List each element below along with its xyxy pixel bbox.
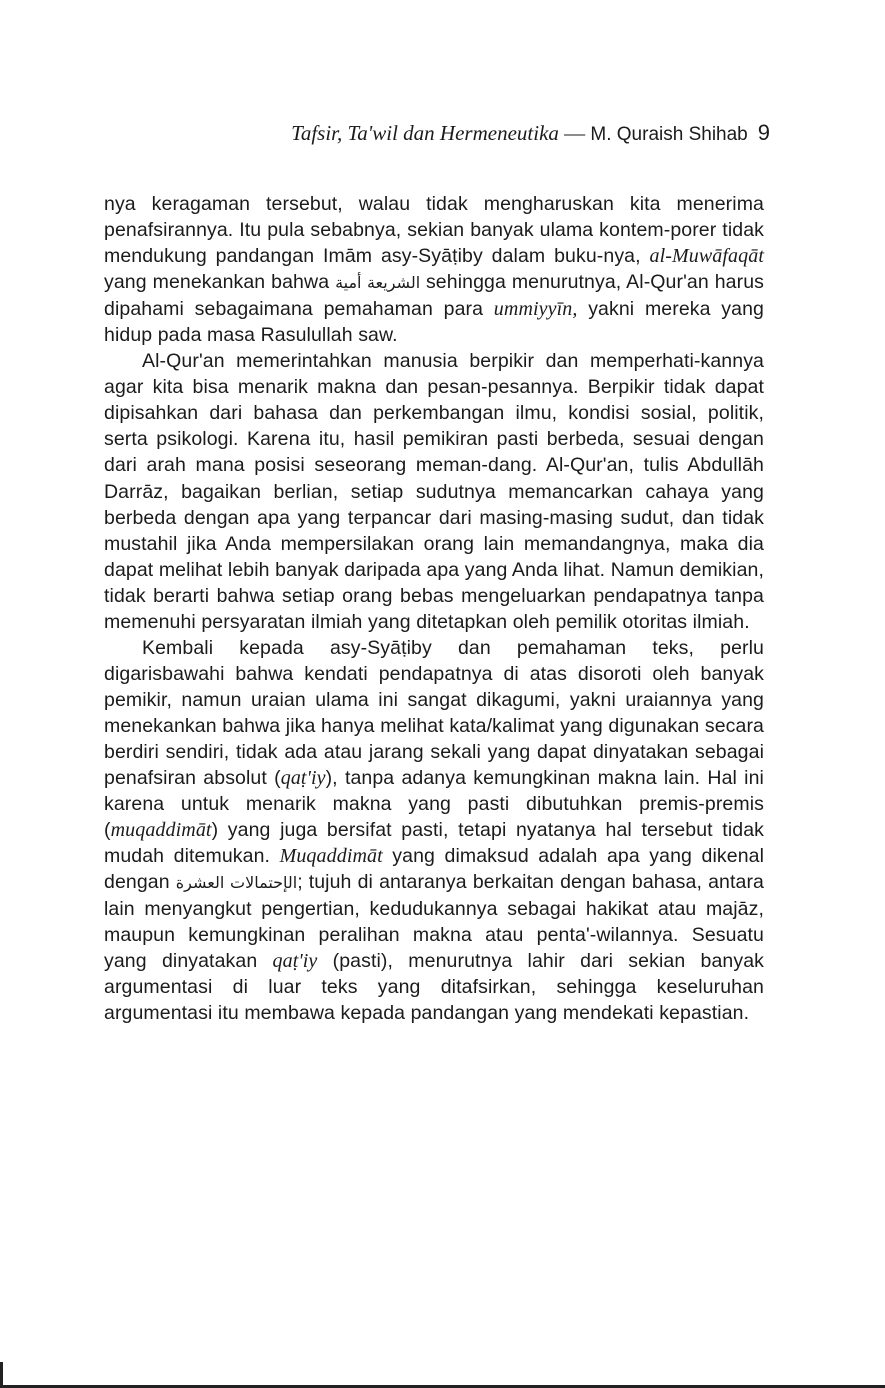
text-run: nya keragaman tersebut, walau tidak mengharuskan kita menerima penafsirannya. Itu pula sebabnya, sekian banyak ulama kontem-porer tidak mendukung pandangan Imām asy-Syāṭiby dalam buku-nya, xyxy=(104,193,764,268)
text-run: yang menekankan bahwa xyxy=(104,271,336,294)
paragraph-3 xyxy=(104,635,764,1027)
running-head xyxy=(150,119,770,149)
italic-term: Muqaddimāt xyxy=(279,845,383,868)
scan-corner-mark xyxy=(0,1362,3,1388)
italic-term: muqaddimāt xyxy=(110,819,212,842)
text-run: yakni mereka yang hidup pada masa Rasulullah saw. xyxy=(104,298,764,347)
paragraph-2 xyxy=(104,348,764,635)
header-dash: — xyxy=(558,121,591,145)
text-run: yang dimaksud adalah apa yang dikenal dengan xyxy=(104,845,765,894)
body-text xyxy=(104,191,764,1027)
text-run: (pasti), menurutnya lahir dari sekian banyak argumentasi di luar teks yang ditafsirkan, sehingga keseluruhan argumentasi itu membawa kepada pandangan yang mendekati kepastian. xyxy=(104,950,764,1025)
text-run: sehingga menurutnya, Al-Qur'an harus dipahami sebagaimana pemahaman para xyxy=(104,271,764,321)
book-title: Tafsir, Ta'wil dan Hermeneutika xyxy=(291,121,559,145)
text-run: ) yang juga bersifat pasti, tetapi nyatanya hal tersebut tidak mudah ditemukan. xyxy=(104,819,764,868)
italic-term: al-Muwāfaqāt xyxy=(649,245,764,268)
italic-term: qaṭ'iy xyxy=(272,950,318,973)
italic-term: ummiyyīn, xyxy=(493,298,578,321)
text-run: ; tujuh di antaranya berkaitan dengan bahasa, antara lain menyangkut pengertian, kedudukannya sebagai hakikat atau majāz, maupun kemungkinan peralihan makna atau penta'-wilannya. Sesuatu yang dinyatakan xyxy=(104,871,764,973)
text-run: Kembali kepada asy-Syāṭiby dan pemahaman teks, perlu digarisbawahi bahwa kendati pendapatnya di atas disoroti oleh banyak pemikir, namun uraian ulama ini sangat dikagumi, yakni uraiannya yang menekankan bahwa jika hanya melihat kata/kalimat yang digunakan secara berdiri sendiri, tidak ada atau jarang sekali yang dapat dinyatakan sebagai penafsiran absolut ( xyxy=(104,636,764,790)
author-name: M. Quraish Shihab xyxy=(590,124,748,145)
paragraph-1 xyxy=(104,191,764,348)
text-run: Al-Qur'an memerintahkan manusia berpikir dan memperhati-kannya agar kita bisa menarik makna dan pesan-pesannya. Berpikir tidak dapat dipisahkan dari bahasa dan perkembangan ilmu, kondisi sosial, politik, serta psikologi. Karena itu, hasil pemikiran pasti berbeda, sesuai dengan dari arah mana posisi seseorang meman-dang. Al-Qur'an, tulis Abdullāh Darrāz, bagaikan berlian, setiap sudutnya memancarkan cahaya yang berbeda dengan apa yang terpancar dari masing-masing sudut, dan tidak mustahil jika Anda mempersilakan orang lain memandangnya, maka dia dapat melihat lebih banyak daripada apa yang Anda lihat. Namun demikian, tidak berarti bahwa setiap orang bebas mengeluarkan pendapatnya tanpa memenuhi persyaratan ilmiah yang ditetapkan oleh pemilik otoritas ilmiah. xyxy=(104,350,764,633)
page-number: 9 xyxy=(757,120,770,145)
arabic-phrase: الشريعة أمية xyxy=(335,273,421,293)
arabic-phrase: الإحتمالات العشرة xyxy=(175,873,298,893)
italic-term: qaṭ'iy xyxy=(280,767,326,790)
text-run: ), tanpa adanya kemungkinan makna lain. Hal ini karena untuk menarik makna yang pasti dibutuhkan premis-premis ( xyxy=(104,767,764,842)
